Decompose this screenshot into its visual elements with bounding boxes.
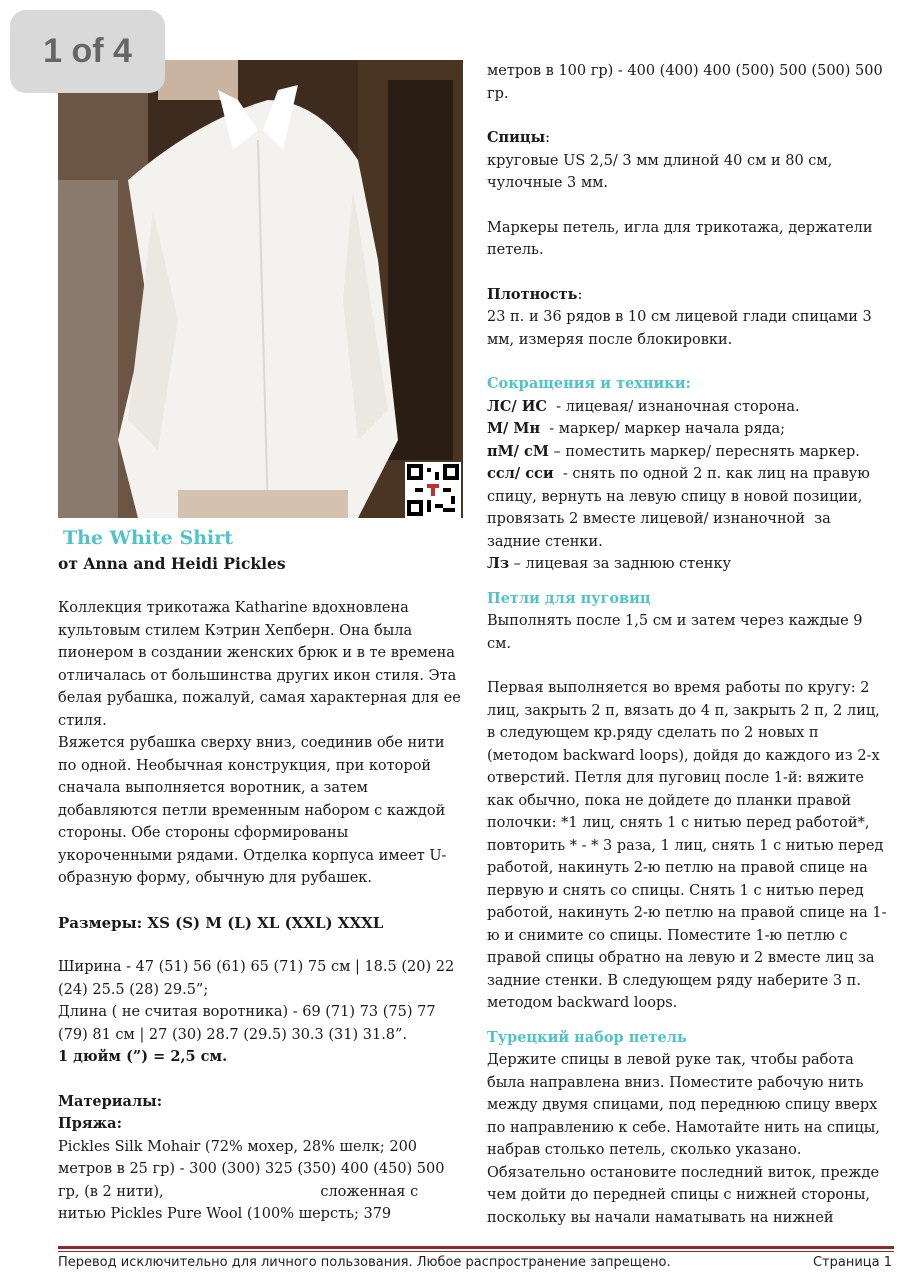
needles-text: круговые US 2,5/ 3 мм длиной 40 см и 80 см, чулочные 3 мм. bbox=[487, 152, 833, 191]
pattern-title: The White Shirt bbox=[63, 527, 234, 549]
yarn-heading: Пряжа: bbox=[58, 1115, 122, 1132]
left-column bbox=[58, 525, 463, 1226]
intro-paragraph-2: Вяжется рубашка сверху вниз, соединив обе нити по одной. Необычная конструкция, при которой сначала выполняется воротник, а затем добавляются петли временным набором с каждой стороны. Обе стороны сформированы укороченными рядами. Отделка корпуса имеет U-образную форму, обычную для рубашек. bbox=[58, 735, 447, 886]
sweater-photo bbox=[58, 60, 463, 518]
footer bbox=[58, 1255, 892, 1270]
abbr-item: М/ Мн - маркер/ маркер начала ряда; bbox=[487, 420, 786, 437]
footer-divider-thin bbox=[58, 1251, 894, 1252]
inch-conversion: 1 дюйм (”) = 2,5 см. bbox=[58, 1048, 228, 1065]
gauge-text: 23 п. и 36 рядов в 10 см лицевой глади спицами 3 мм, измеряя после блокировки. bbox=[487, 309, 872, 348]
notions-text: Маркеры петель, игла для трикотажа, держатели петель. bbox=[487, 219, 873, 258]
abbreviations-heading: Сокращения и техники: bbox=[487, 375, 691, 392]
length-measurements: Длина ( не считая воротника) - 69 (71) 73 (75) 77 (79) 81 см | 27 (30) 28.7 (29.5) 30.3 (31) 31.8”. bbox=[58, 1004, 436, 1043]
abbr-item: пМ/ сМ – поместить маркер/ переснять маркер. bbox=[487, 442, 860, 460]
turkish-cast-on-text: Держите спицы в левой руке так, чтобы работа была направлена вниз. Поместите рабочую нить между двумя спицами, под переднюю спицу вверх по направлению к себе. Намотайте нить на спицы, набрав столько петель, сколько указано. Обязательно остановите последний виток, прежде чем дойти до передней спицы с нижней стороны, поскольку вы начали наматывать на нижней bbox=[487, 1052, 880, 1226]
sizes-heading: Размеры: XS (S) M (L) XL (XXL) XXXL bbox=[58, 913, 384, 932]
yarn-continued: метров в 100 гр) - 400 (400) 400 (500) 500 (500) 500 гр. bbox=[487, 63, 883, 102]
materials-heading: Материалы: bbox=[58, 1092, 163, 1110]
needles-heading: Спицы bbox=[487, 129, 546, 146]
page-counter-badge: 1 of 4 bbox=[10, 10, 165, 93]
buttonholes-text-2: Первая выполняется во время работы по кругу: 2 лиц, закрыть 2 п, вязать до 4 п, закрыть 2 п, 2 лиц, в следующем кр.ряду сделать по 2 новых п (методом backward loops), дойдя до каждого из 2-х отверстий. Петля для пуговиц после 1-й: вяжите как обычно, пока не дойдете до планки правой полочки: *1 лиц, снять 1 с нитью перед работой*, повторить * - * 3 раза, 1 лиц, снять 1 с нитью перед работой, накинуть 2-ю петлю на правой спице на первую и снять со спицы. Снять 1 с нитью перед работой, накинуть 2-ю петлю на правой спице на 1-ю и снимите со спицы. Поместите 1-ю петлю с правой спицы обратно на левую и 2 вместе лиц за задние стенки. В следующем ряду наберите 3 п. методом backward loops. bbox=[487, 680, 887, 1011]
gauge-heading: Плотность bbox=[487, 285, 578, 303]
copyright-notice: Перевод исключительно для личного пользования. Любое распространение запрещено. bbox=[58, 1255, 671, 1270]
buttonholes-heading: Петли для пуговиц bbox=[487, 589, 651, 607]
qr-code-icon bbox=[405, 462, 461, 518]
intro-paragraph-1: Коллекция трикотажа Katharine вдохновлена культовым стилем Кэтрин Хепберн. Она была пионером в создании женских брюк и в те времена отличалась от большинства других икон стиля. Эта белая рубашка, пожалуй, самая характерная для ее стиля. bbox=[58, 600, 461, 729]
buttonholes-text-1: Выполнять после 1,5 см и затем через каждые 9 см. bbox=[487, 613, 863, 652]
pattern-author: от Anna and Heidi Pickles bbox=[58, 554, 286, 573]
abbr-item: Лз – лицевая за заднюю стенку bbox=[487, 555, 732, 572]
yarn-text: Pickles Silk Mohair (72% мохер, 28% шелк; 200 метров в 25 гр) - 300 (300) 325 (350) 400 (450) 500 гр, (в 2 нити), сложенная с нитью Pickles Pure Wool (100% шерсть; 379 bbox=[58, 1138, 450, 1222]
abbr-item: ЛС/ ИС - лицевая/ изнаночная сторона. bbox=[487, 397, 800, 415]
turkish-cast-on-heading: Турецкий набор петель bbox=[487, 1028, 687, 1046]
abbr-item: ссл/ сси - снять по одной 2 п. как лиц на правую спицу, вернуть на левую спицу в новой позиции, провязать 2 вместе лицевой/ изнаночной за задние стенки. bbox=[487, 465, 875, 550]
width-measurements: Ширина - 47 (51) 56 (61) 65 (71) 75 см | 18.5 (20) 22 (24) 25.5 (28) 29.5”; bbox=[58, 959, 455, 998]
footer-divider bbox=[58, 1246, 894, 1249]
page-number: Страница 1 bbox=[812, 1255, 892, 1270]
right-column: метров в 100 гр) - 400 (400) 400 (500) 500 (500) 500 гр. Спицы: круговые US 2,5/ 3 мм длиной 40 см и 80 см, чулочные 3 мм. Маркеры петель, игла для трикотажа, держатели петель. Плотность: 23 п. и 36 рядов в 10 см лицевой глади спицами 3 мм, измеряя после блокировки. Сокращения и техники: ЛС/ ИС - лицевая/ изнаночная сторона. М/ Мн - маркер/ маркер начала ряда; пМ/ сМ – поместить маркер/ переснять маркер. ссл/ сси - снять по одной 2 п. как лиц на правую спицу, вернуть на левую спицу в новой позиции, провязать 2 вместе лицевой/ изнаночной за задние стенки. Лз – лицевая за заднюю стенку Петли для пуговиц Выполнять после 1,5 см и затем через каждые 9 см. Первая выполняется во время работы по кругу: 2 лиц, закрыть 2 п, вязать до 4 п, закрыть 2 п, 2 лиц, в следующем кр.ряду сделать по 2 новых п (методом backward loops), дойдя до каждого из 2-х отверстий. Петля для пуговиц после 1-й: вяжите как обычно, пока не дойдете до планки правой полочки: *1 лиц, снять 1 с нитью перед работой*, повторить * - * 3 раза, 1 лиц, снять 1 с нитью перед работой, накинуть 2-ю петлю на правой спице на первую и снять со спицы. Снять 1 с нитью перед работой, накинуть 2-ю петлю на правой спице на 1-ю и снимите со спицы. Поместите 1-ю петлю с правой спицы обратно на левую и 2 вместе лиц за задние стенки. В следующем ряду наберите 3 п. методом backward loops. Турецкий набор петель Держите спицы в левой руке так, чтобы работа была направлена вниз. Поместите рабочую нить между двумя спицами, под переднюю спицу вверх по направлению к себе. Намотайте нить на спицы, набрав столько петель, сколько указано. Обязательно остановите последний виток, прежде чем дойти до передней спицы с нижней стороны, поскольку вы начали наматывать на нижней bbox=[487, 60, 887, 1229]
